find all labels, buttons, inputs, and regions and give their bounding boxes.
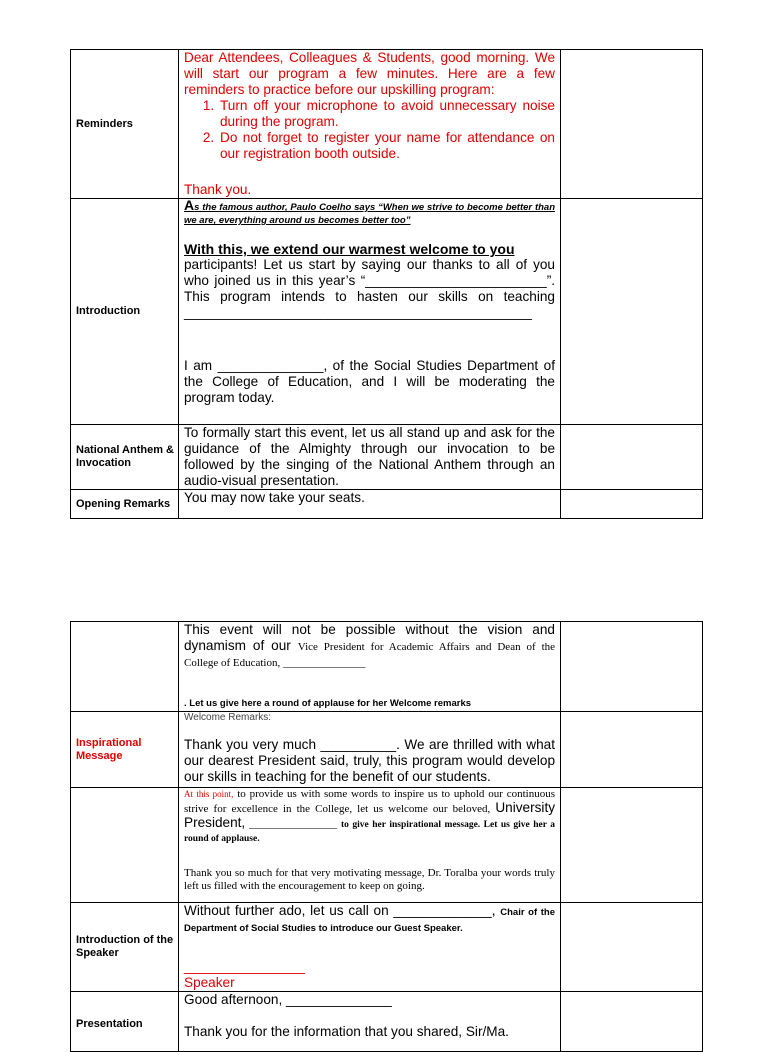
at-this-point: At this point,	[184, 789, 234, 799]
row-label: Reminders	[71, 50, 179, 199]
introduction-content	[179, 199, 561, 425]
president-blank: ________________	[249, 818, 338, 830]
welcome-lead-text: This event will not be possible without the vision and dynamism of our	[184, 622, 555, 653]
row-welcome	[71, 622, 703, 712]
speaker-intro-content	[179, 903, 561, 992]
welcome-remarks-label: Welcome Remarks:	[184, 712, 272, 723]
row-introduction	[71, 199, 703, 425]
notes-cell	[561, 490, 703, 519]
notes-cell	[561, 788, 703, 903]
moderator-paragraph: I am ______________, of the Social Studies Department of the College of Education, and I will be moderating the program today.	[184, 358, 555, 405]
quote-initial: A	[184, 197, 195, 213]
row-label: Presentation	[71, 992, 179, 1052]
notes-cell	[561, 50, 703, 199]
thanks-paragraph: Thank you very much __________. We are thrilled with what our dearest President said, truly, this program would develop our skills in teaching for the benefit of our students.	[184, 737, 555, 784]
chair-text: Chair of the Department of Social Studies to introduce our Guest Speaker.	[184, 907, 556, 934]
reminders-content	[179, 50, 561, 199]
anthem-content: To formally start this event, let us all stand up and ask for the guidance of the Almighty through our invocation to be followed by the singing of the National Anthem through an audio-visual presentation.	[179, 425, 561, 490]
president-title: University President,	[184, 800, 556, 830]
presentation-content	[179, 992, 561, 1052]
thanks-text: Thank you.	[184, 182, 252, 197]
welcome-content	[179, 622, 561, 712]
row-label: Inspirational Message	[71, 712, 179, 788]
quote-rest: s the famous author, Paulo Coelho says “When we strive to become better than we are, everything around us becomes better too”	[184, 202, 555, 226]
presentation-thanks: Thank you for the information that you shared, Sir/Ma.	[184, 1024, 509, 1039]
president-intro	[184, 788, 555, 846]
row-anthem	[71, 425, 703, 490]
row-label	[71, 788, 179, 903]
president-applause: to give her inspirational message. Let us give her a round of applause.	[184, 820, 556, 844]
notes-cell	[561, 903, 703, 992]
speaker-intro-lead	[184, 903, 555, 935]
reminder-list	[184, 98, 555, 162]
row-label: Introduction of the Speaker	[71, 903, 179, 992]
notes-cell	[561, 199, 703, 425]
applause-text: . Let us give here a round of applause for her Welcome remarks	[184, 698, 472, 709]
row-reminders	[71, 50, 703, 199]
inspirational-content	[179, 712, 561, 788]
notes-cell	[561, 992, 703, 1052]
president-intro-text: to provide us with some words to inspire us to uphold our continuous strive for excellence in the College, let us welcome our beloved,	[184, 788, 555, 815]
row-speaker-intro	[71, 903, 703, 992]
speaker-intro-text: Without further ado, let us call on _____________,	[184, 903, 496, 918]
welcome-text: With this, we extend our warmest welcome to you	[184, 241, 515, 257]
row-label	[71, 622, 179, 712]
program-table-2	[70, 621, 703, 1052]
intro-paragraph: participants! Let us start by saying our thanks to all of you who joined us in this year’s “________________________”. This program intends to hasten our skills on teaching ______________________________________________	[184, 257, 555, 320]
opening-content: You may now take your seats.	[179, 490, 561, 519]
notes-cell	[561, 622, 703, 712]
notes-cell	[561, 425, 703, 490]
program-table-1	[70, 49, 703, 519]
list-item: 2. Do not forget to register your name for attendance on our registration booth outside.	[218, 130, 555, 162]
presentation-greeting: Good afternoon, ______________	[184, 992, 392, 1007]
speaker-label: Speaker	[184, 975, 235, 990]
row-label: Opening Remarks	[71, 490, 179, 519]
row-inspirational	[71, 712, 703, 788]
welcome-lead	[184, 622, 555, 670]
closing-thanks: Thank you so much for that very motivating message, Dr. Toralba your words truly left us filled with the encouragement to keep on going.	[184, 867, 555, 892]
president-content	[179, 788, 561, 903]
vp-text: Vice President for Academic Affairs and Dean of the College of Education, _______________	[184, 641, 556, 669]
quote-text	[184, 199, 555, 227]
greeting-text: Dear Attendees, Colleagues & Students, good morning. We will start our program a few minutes. Here are a few reminders to practice before our upskilling program:	[184, 50, 555, 97]
row-opening	[71, 490, 703, 519]
notes-cell	[561, 712, 703, 788]
row-label: National Anthem & Invocation	[71, 425, 179, 490]
row-label: Introduction	[71, 199, 179, 425]
speaker-blank: ________________	[184, 959, 305, 974]
row-president	[71, 788, 703, 903]
row-presentation	[71, 992, 703, 1052]
list-item: 1. Turn off your microphone to avoid unnecessary noise during the program.	[218, 98, 555, 130]
